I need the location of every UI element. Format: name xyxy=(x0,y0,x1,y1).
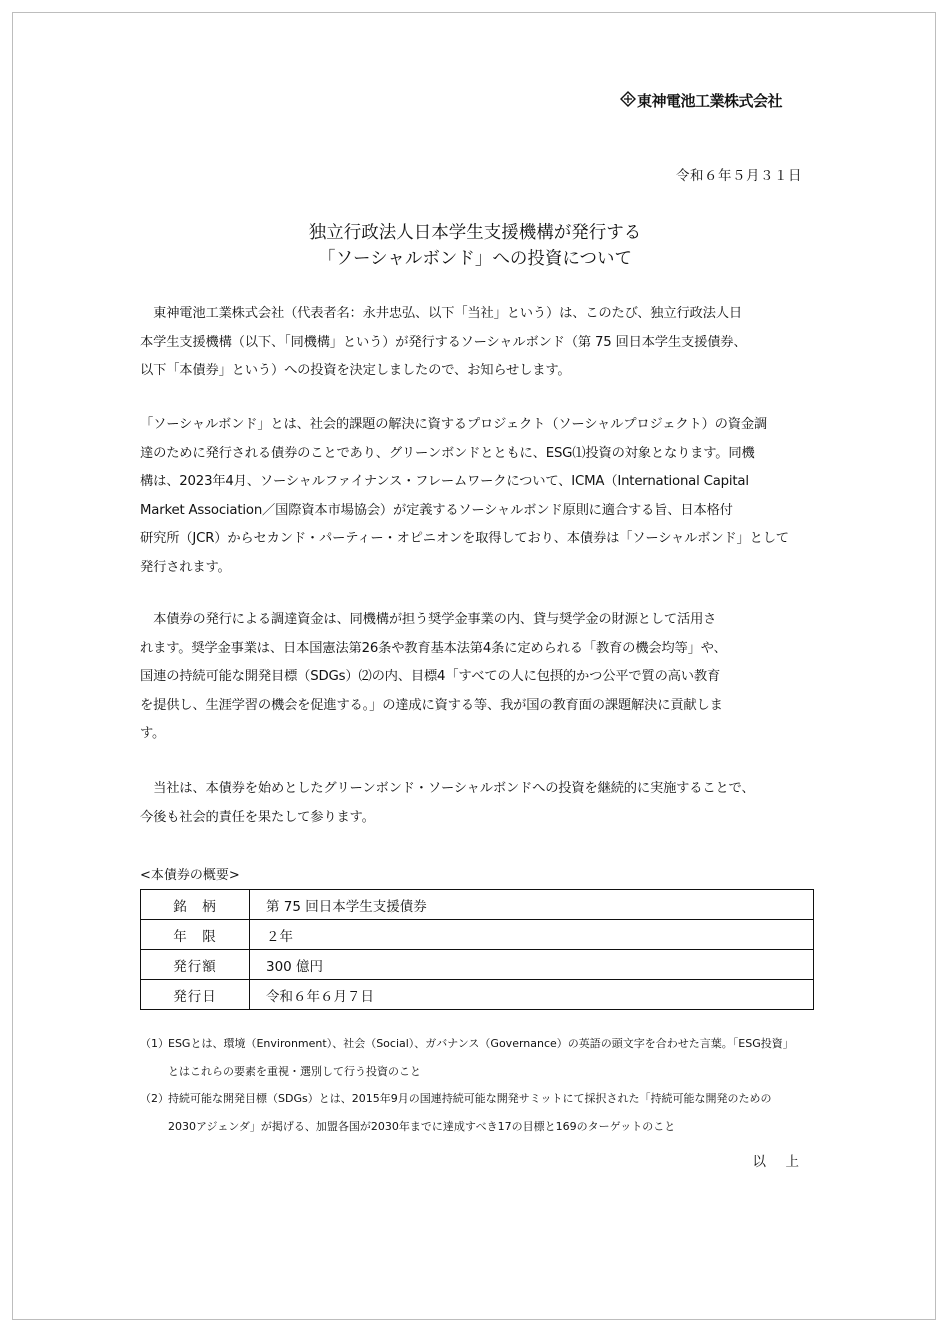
paragraph-line: 構は、2023年4月、ソーシャルファイナンス・フレームワークについて、ICMA（International Capital xyxy=(140,474,749,489)
title-line-1: 独立行政法人日本学生支援機構が発行する xyxy=(308,223,642,243)
document-title xyxy=(0,220,950,272)
table-row xyxy=(141,920,814,950)
paragraph-line: す。 xyxy=(140,726,166,741)
closing-mark: 以 上 xyxy=(752,1154,802,1170)
paragraph-line: 発行されます。 xyxy=(140,559,231,575)
summary-value: 300 億円 xyxy=(250,950,814,980)
paragraph-use-of-proceeds xyxy=(140,606,810,749)
summary-label: <本債券の概要> xyxy=(140,868,240,883)
paragraph-line: 「ソーシャルボンド」とは、社会的課題の解決に資するプロジェクト（ソーシャルプロジェクト）の資金調 xyxy=(140,417,768,432)
paragraph-commitment xyxy=(140,775,810,832)
paragraph-line: Market Association／国際資本市場協会）が定義するソーシャルボンド原則に適合する旨、日本格付 xyxy=(140,502,733,518)
summary-key: 年 限 xyxy=(141,920,250,950)
paragraph-social-bond-definition xyxy=(140,411,810,582)
footnote-2 xyxy=(140,1090,820,1145)
paragraph-announcement xyxy=(140,300,810,386)
footnote-line: 2030アジェンダ」が掲げる、加盟各国が2030年までに達成すべき17の目標と169のターゲットのこと xyxy=(168,1120,676,1133)
paragraph-line: 本学生支援機構（以下、「同機構」という）が発行するソーシャルボンド（第 75 回日本学生支援債券、 xyxy=(140,334,747,350)
issue-date: 令和６年５月３１日 xyxy=(676,168,802,184)
summary-value: 第 75 回日本学生支援債券 xyxy=(250,890,814,920)
paragraph-line: 今後も社会的責任を果たして参ります。 xyxy=(140,809,375,825)
paragraph-line: 本債券の発行による調達資金は、同機構が担う奨学金事業の内、貸与奨学金の財源として活用さ xyxy=(140,612,717,627)
summary-key: 発行日 xyxy=(141,980,250,1010)
paragraph-line: 当社は、本債券を始めとしたグリーンボンド・ソーシャルボンドへの投資を継続的に実施することで、 xyxy=(140,781,755,796)
company-name: 東神電池工業株式会社 xyxy=(637,92,783,110)
paragraph-line: 以下「本債券」という）への投資を決定しましたので、お知らせします。 xyxy=(140,363,571,378)
footnote-number: （2） xyxy=(140,1092,169,1105)
summary-value: 令和６年６月７日 xyxy=(250,980,814,1010)
company-header xyxy=(620,90,808,110)
table-row xyxy=(141,980,814,1010)
footnote-number: （1） xyxy=(140,1037,169,1050)
summary-value: ２年 xyxy=(250,920,814,950)
footnote-line: ESGとは、環境（Environment）、社会（Social）、ガバナンス（Governance）の英語の頭文字を合わせた言葉。「ESG投資」 xyxy=(168,1037,794,1050)
paragraph-line: 達のために発行される債券のことであり、グリーンボンドとともに、ESG⑴投資の対象となります。同機 xyxy=(140,445,755,461)
title-line-2: 「ソーシャルボンド」への投資について xyxy=(318,249,632,269)
footnote-line: とはこれらの要素を重視・選別して行う投資のこと xyxy=(168,1065,421,1078)
summary-key: 発行額 xyxy=(141,950,250,980)
footnotes xyxy=(140,1035,820,1145)
paragraph-line: れます。奨学金事業は、日本国憲法第26条や教育基本法第4条に定められる「教育の機会均等」や、 xyxy=(140,640,727,656)
summary-key: 銘 柄 xyxy=(141,890,250,920)
table-row xyxy=(141,950,814,980)
paragraph-line: 東神電池工業株式会社（代表者名：永井忠弘、以下「当社」という）は、このたび、独立行政法人日 xyxy=(140,306,742,321)
footnote-line: 持続可能な開発目標（SDGs）とは、2015年9月の国連持続可能な開発サミットにて採択された「持続可能な開発のための xyxy=(168,1092,772,1105)
paragraph-line: 研究所（JCR）からセカンド・パーティー・オピニオンを取得しており、本債券は「ソーシャルボンド」として xyxy=(140,531,789,546)
company-logo-icon xyxy=(620,91,636,107)
bond-summary-table xyxy=(140,889,814,1010)
table-row xyxy=(141,890,814,920)
paragraph-line: 国連の持続可能な開発目標（SDGs）⑵の内、目標4「すべての人に包摂的かつ公平で質の高い教育 xyxy=(140,669,721,684)
paragraph-line: を提供し、生涯学習の機会を促進する。」の達成に資する等、我が国の教育面の課題解決に貢献しま xyxy=(140,697,723,713)
footnote-1 xyxy=(140,1035,820,1090)
